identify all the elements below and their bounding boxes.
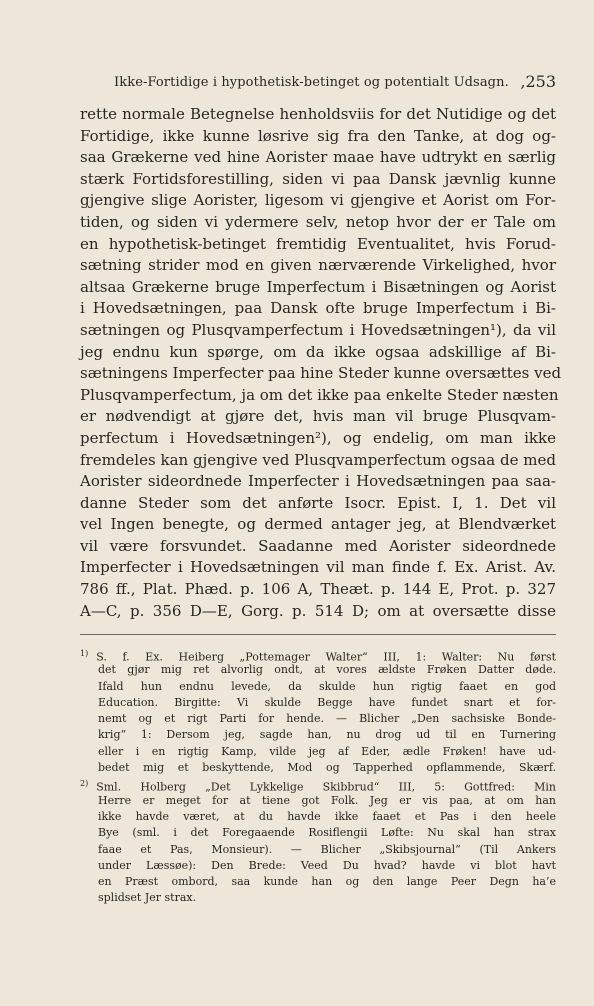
footnote-marker: 2) <box>80 779 89 789</box>
body-line: sætningen og Plusqvamperfectum i Hovedsætningen¹), da vil <box>80 320 556 339</box>
body-line: saa Grækerne ved hine Aorister maae have udtrykt en særlig <box>80 148 556 167</box>
footnote-line: Ifald hun endnu levede, da skulde hun rigtig faaet en god <box>98 679 556 693</box>
body-line: i Hovedsætningen, paa Dansk ofte bruge Imperfectum i Bi- <box>80 299 556 318</box>
running-head <box>80 72 556 94</box>
body-line: sætning strider mod en given nærværende Virkelighed, hvor <box>80 256 556 275</box>
body-line: rette normale Betegnelse henholdsviis for det Nutidige og det <box>80 105 556 123</box>
body-line: er nødvendigt at gjøre det, hvis man vil bruge Plusqvam- <box>80 407 556 426</box>
body-line: en hypothetisk-betinget fremtidig Eventualitet, hvis Forud- <box>80 234 556 253</box>
body-line: fremdeles kan gjengive ved Plusqvamperfectum ogsaa de med <box>80 450 556 469</box>
body-line: tiden, og siden vi ydermere selv, netop hvor der er Tale om <box>80 212 556 231</box>
body-line: stærk Fortidsforestilling, siden vi paa Dansk jævnlig kunne <box>80 169 556 188</box>
body-line: A—C, p. 356 D—E, Gorg. p. 514 D; om at oversætte disse <box>80 601 556 620</box>
footnote-1 <box>80 646 556 776</box>
footnote-line: en Præst ombord, saa kunde han og den lange Peer Degn ha’e <box>98 875 556 889</box>
footnote-line: det gjør mig ret alvorlig ondt, at vores ældste Frøken Datter døde. <box>98 663 556 677</box>
footnote-line: faae et Pas, Monsieur). — Blicher „Skibsjournal“ (Til Ankers <box>98 842 556 856</box>
footnotes <box>80 646 556 907</box>
body-line: vel Ingen benegte, og dermed antager jeg, at Blendværket <box>80 515 556 534</box>
page-number <box>520 72 556 91</box>
running-head-separator: ‚ <box>520 72 526 91</box>
body-line: danne Steder som det anførte Isocr. Epist. I, 1. Det vil <box>80 493 556 512</box>
body-text <box>80 104 562 622</box>
footnote-line: Education. Birgitte: Vi skulde Begge have fundet snart et for- <box>98 695 556 709</box>
footnote-line: krig“ 1: Dersom jeg, sagde han, nu drog ud til en Turnering <box>98 728 556 742</box>
footnote-text: S. f. Ex. Heiberg „Pottemager Walter“ III, 1: Walter: Nu først <box>96 650 556 664</box>
body-line: perfectum i Hovedsætningen²), og endelig, om man ikke <box>80 428 556 447</box>
footnote-marker: 1) <box>80 649 89 658</box>
body-line: Fortidige, ikke kunne løsrive sig fra den Tanke, at dog og- <box>80 126 556 145</box>
footnote-2 <box>80 776 556 906</box>
footnote-line: bedet mig et beskyttende, Mod og Tapperhed opflammende, Skærf. <box>98 761 556 775</box>
footnote-line: nemt og et rigt Parti for hende. — Blicher „Den sachsiske Bonde- <box>98 712 556 726</box>
body-line: jeg endnu kun spørge, om da ikke ogsaa adskillige af Bi- <box>80 342 556 361</box>
body-line: vil være forsvundet. Saadanne med Aorister sideordnede <box>80 536 556 555</box>
page-number-value: 253 <box>525 72 556 91</box>
running-head-title: Ikke-Fortidige i hypothetisk-betinget og potentialt Udsagn. <box>114 75 509 90</box>
footnote-text: Sml. Holberg „Det Lykkelige Skibbrud“ III, 5: Gottfred: Min <box>96 781 556 795</box>
body-line: altsaa Grækerne bruge Imperfectum i Bisætningen og Aorist <box>80 277 556 296</box>
footnote-line: Herre er meget for at tiene got Folk. Jeg er vis paa, at om han <box>98 793 556 807</box>
footnote-line: splidset Jer strax. <box>98 891 197 905</box>
body-line: Aorister sideordnede Imperfecter i Hovedsætningen paa saa- <box>80 472 556 491</box>
footnote-line: under Læssøe): Den Brede: Veed Du hvad? havde vi blot havt <box>98 858 556 872</box>
footnote-divider <box>80 634 556 635</box>
footnote-line: Bye (sml. i det Foregaaende Rosiflengii Løfte: Nu skal han strax <box>98 826 556 840</box>
body-line: Plusqvamperfectum, ja om det ikke paa enkelte Steder næsten <box>80 385 559 404</box>
footnote-line <box>80 776 556 795</box>
footnote-line: ikke havde været, at du havde ikke faaet et Pas i den heele <box>98 809 556 823</box>
footnote-line <box>80 646 556 662</box>
body-line: 786 ff., Plat. Phæd. p. 106 A, Theæt. p. 144 E, Prot. p. 327 <box>80 580 556 599</box>
footnote-line: eller i en rigtig Kamp, vilde jeg af Eder, ædle Frøken! have ud- <box>98 744 556 758</box>
body-line: sætningens Imperfecter paa hine Steder kunne oversættes ved <box>80 364 562 383</box>
body-line: Imperfecter i Hovedsætningen vil man finde f. Ex. Arist. Av. <box>80 558 556 577</box>
body-line: gjengive slige Aorister, ligesom vi gjengive et Aorist om For- <box>80 191 556 210</box>
